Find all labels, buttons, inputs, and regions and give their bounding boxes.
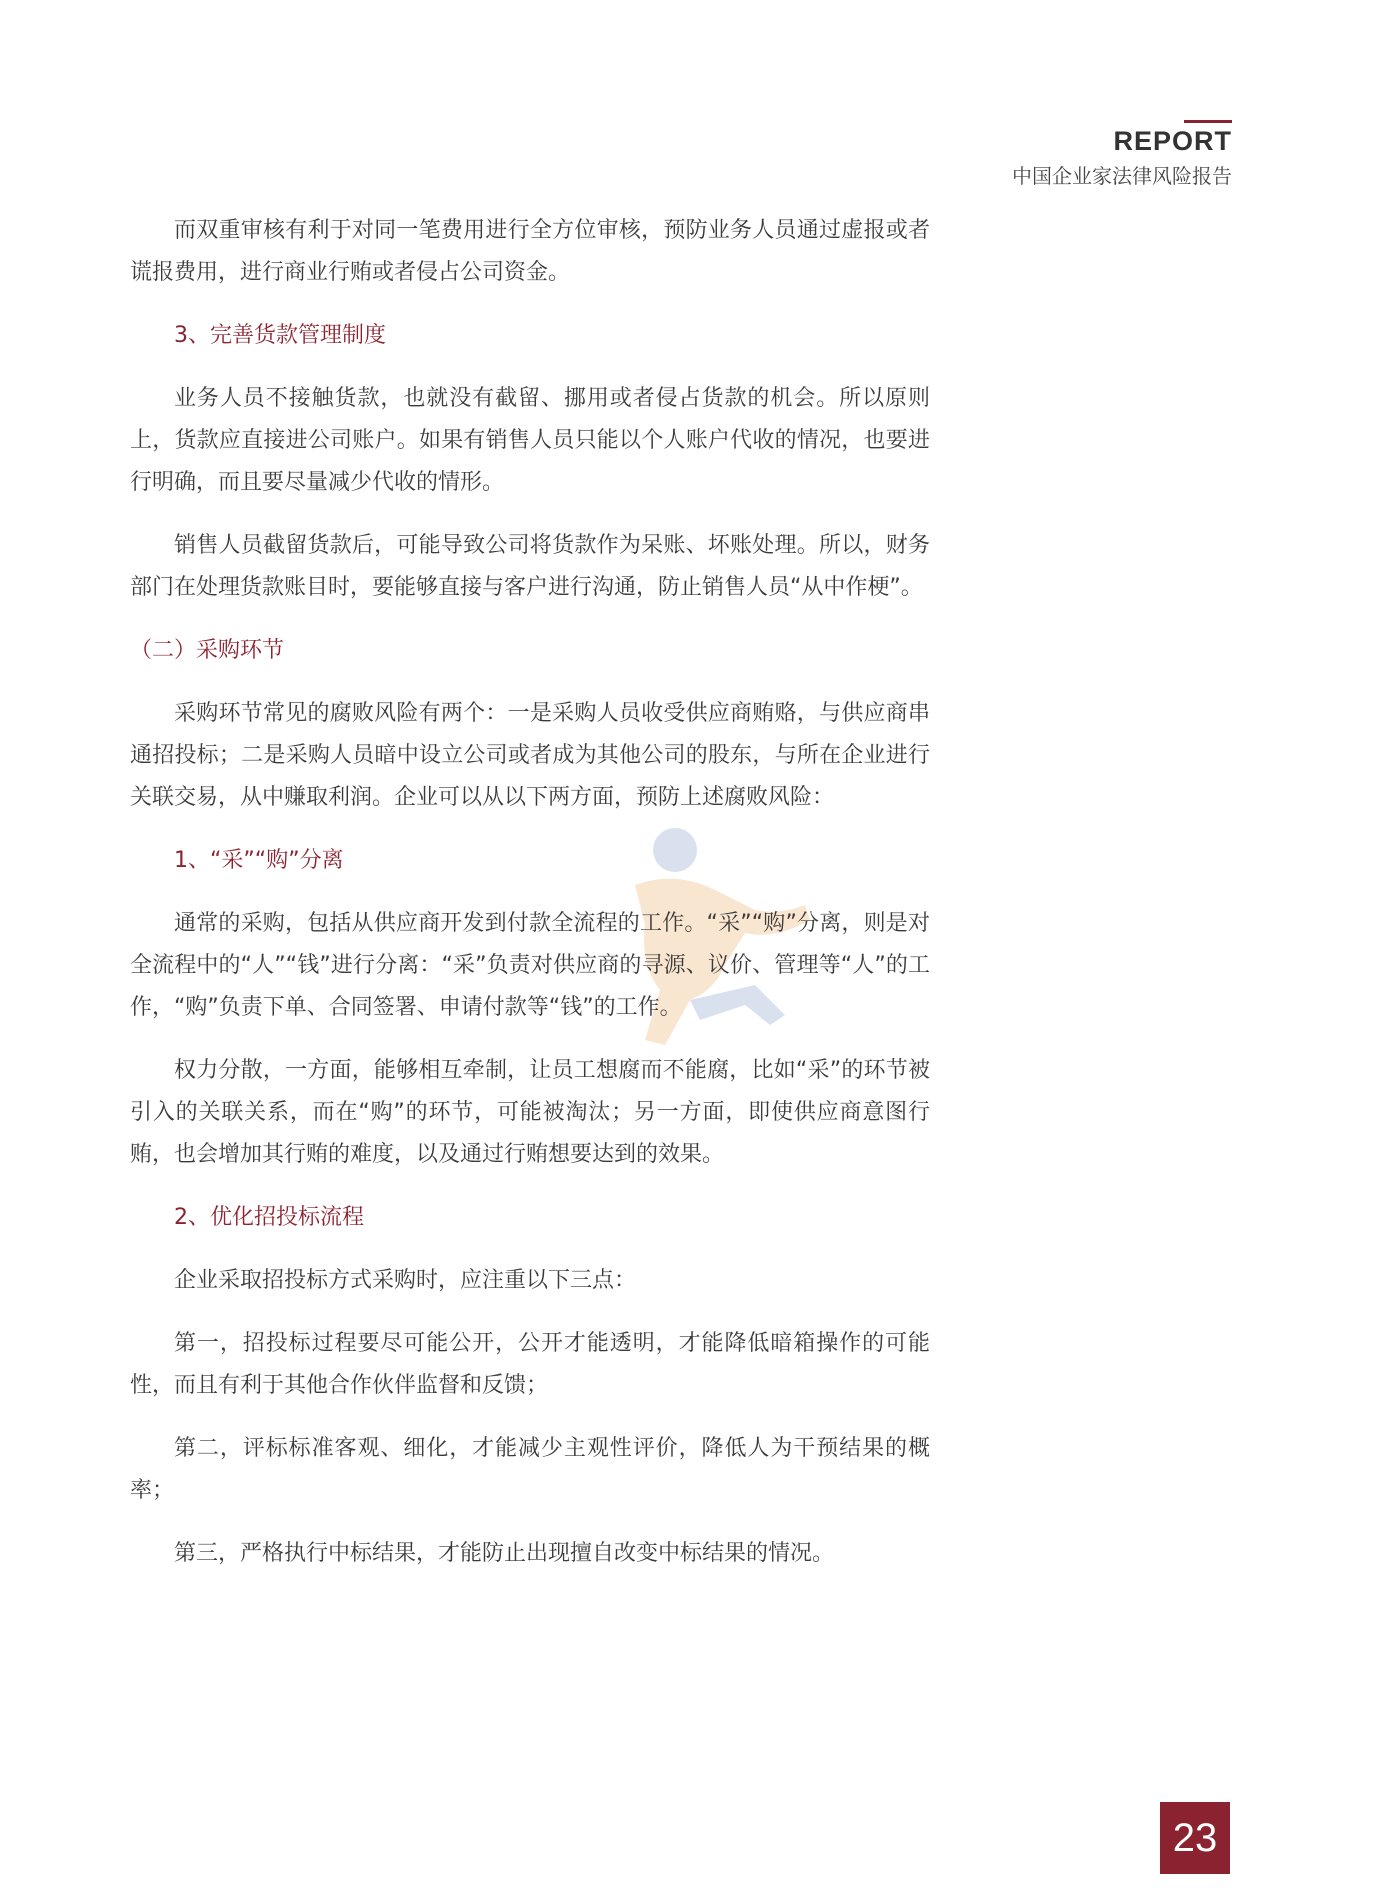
page-number: 23 [1160, 1802, 1230, 1874]
document-body [130, 210, 930, 1596]
body-paragraph: 第三，严格执行中标结果，才能防止出现擅自改变中标结果的情况。 [174, 1541, 835, 1566]
header-accent-rule [1184, 120, 1232, 123]
body-paragraph: 采购环节常见的腐败风险有两个：一是采购人员收受供应商贿赂，与供应商串通招投标；二是采购人员暗中设立公司或者成为其他公司的股东，与所在企业进行关联交易，从中赚取利润。企业可以从以下两方面，预防上述腐败风险： [130, 701, 930, 810]
body-paragraph: 第一，招投标过程要尽可能公开，公开才能透明，才能降低暗箱操作的可能性，而且有利于其他合作伙伴监督和反馈； [130, 1331, 930, 1398]
section-heading: 2、优化招投标流程 [174, 1205, 364, 1230]
section-heading: 3、完善货款管理制度 [174, 323, 386, 348]
body-paragraph: 权力分散，一方面，能够相互牵制，让员工想腐而不能腐，比如“采”的环节被引入的关联关系，而在“购”的环节，可能被淘汰；另一方面，即使供应商意图行贿，也会增加其行贿的难度，以及通过行贿想要达到的效果。 [130, 1058, 930, 1167]
body-paragraph: 第二，评标标准客观、细化，才能减少主观性评价，降低人为干预结果的概率； [130, 1436, 930, 1503]
report-subtitle: 中国企业家法律风险报告 [1012, 164, 1232, 188]
report-label: REPORT [1113, 126, 1232, 156]
body-paragraph: 业务人员不接触货款，也就没有截留、挪用或者侵占货款的机会。所以原则上，货款应直接进公司账户。如果有销售人员只能以个人账户代收的情况，也要进行明确，而且要尽量减少代收的情形。 [130, 386, 930, 495]
body-paragraph: 企业采取招投标方式采购时，应注重以下三点： [174, 1268, 637, 1293]
section-heading: 1、“采”“购”分离 [174, 848, 344, 873]
section-heading: （二）采购环节 [130, 638, 285, 663]
body-paragraph: 而双重审核有利于对同一笔费用进行全方位审核，预防业务人员通过虚报或者谎报费用，进行商业行贿或者侵占公司资金。 [130, 218, 930, 285]
body-paragraph: 销售人员截留货款后，可能导致公司将货款作为呆账、坏账处理。所以，财务部门在处理货款账目时，要能够直接与客户进行沟通，防止销售人员“从中作梗”。 [130, 533, 930, 600]
body-paragraph: 通常的采购，包括从供应商开发到付款全流程的工作。“采”“购”分离，则是对全流程中的“人”“钱”进行分离：“采”负责对供应商的寻源、议价、管理等“人”的工作，“购”负责下单、合同签署、申请付款等“钱”的工作。 [130, 911, 930, 1020]
